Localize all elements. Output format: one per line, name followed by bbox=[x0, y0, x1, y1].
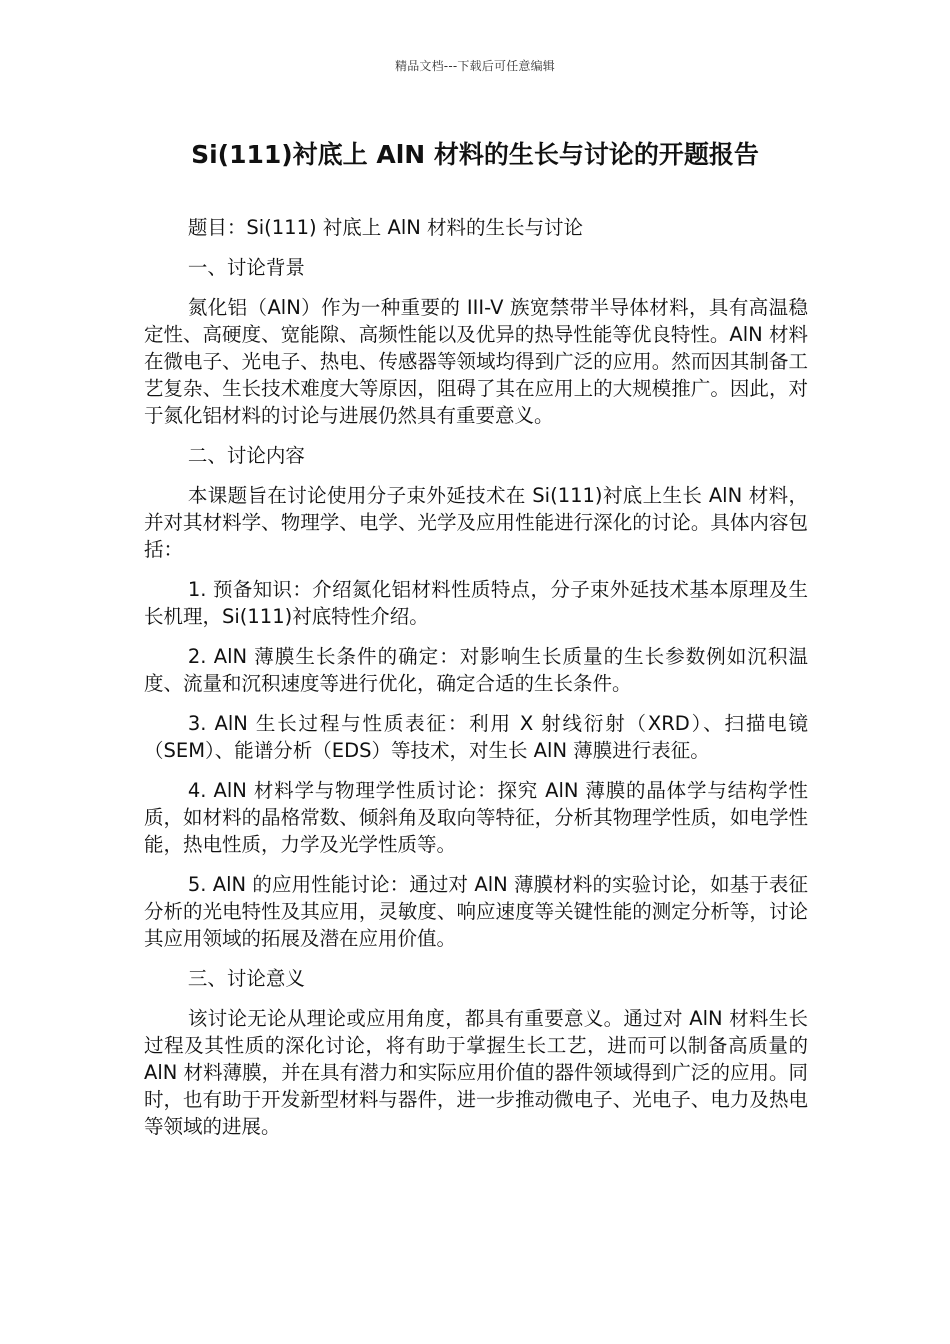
section-heading-background: 一、讨论背景 bbox=[187, 256, 305, 279]
list-item-2: 2. AlN 薄膜生长条件的确定：对影响生长质量的生长参数例如沉积温度、流量和沉积速度等进行优化，确定合适的生长条件。 bbox=[144, 645, 808, 695]
paragraph-significance: 该讨论无论从理论或应用角度，都具有重要意义。通过对 AlN 材料生长过程及其性质的深化讨论，将有助于掌握生长工艺，进而可以制备高质量的 AlN 材料薄膜，并在具有潜力和实际应用价值的器件领域得到广泛的应用。同时，也有助于开发新型材料与器件，进一步推动微电子、光电子、电力及热电等领域的进展。 bbox=[144, 1007, 808, 1138]
document-title: Si(111)衬底上 AlN 材料的生长与讨论的开题报告 bbox=[191, 140, 759, 169]
section-heading-content: 二、讨论内容 bbox=[187, 444, 305, 467]
section-heading-significance: 三、讨论意义 bbox=[187, 967, 305, 990]
list-item-3: 3. AlN 生长过程与性质表征：利用 X 射线衍射（XRD）、扫描电镜（SEM）、能谱分析（EDS）等技术，对生长 AlN 薄膜进行表征。 bbox=[144, 712, 808, 762]
paragraph-content-intro: 本课题旨在讨论使用分子束外延技术在 Si(111)衬底上生长 AlN 材料，并对其材料学、物理学、电学、光学及应用性能进行深化的讨论。具体内容包括： bbox=[144, 484, 808, 561]
list-item-5: 5. AlN 的应用性能讨论：通过对 AlN 薄膜材料的实验讨论，如基于表征分析的光电特性及其应用，灵敏度、响应速度等关键性能的测定分析等，讨论其应用领域的拓展及潜在应用价值。 bbox=[144, 873, 808, 950]
topic-line: 题目：Si(111) 衬底上 AlN 材料的生长与讨论 bbox=[187, 216, 584, 239]
header-watermark: 精品文档---下载后可任意编辑 bbox=[395, 59, 555, 73]
list-item-4: 4. AlN 材料学与物理学性质讨论：探究 AlN 薄膜的晶体学与结构学性质，如材料的晶格常数、倾斜角及取向等特征，分析其物理学性质，如电学性能，热电性质，力学及光学性质等。 bbox=[144, 779, 808, 856]
paragraph-background: 氮化铝（AlN）作为一种重要的 III-V 族宽禁带半导体材料，具有高温稳定性、高硬度、宽能隙、高频性能以及优异的热导性能等优良特性。AlN 材料在微电子、光电子、热电、传感器等领域均得到广泛的应用。然而因其制备工艺复杂、生长技术难度大等原因，阻碍了其在应用上的大规模推广。因此，对于氮化铝材料的讨论与进展仍然具有重要意义。 bbox=[144, 296, 808, 427]
list-item-1: 1. 预备知识：介绍氮化铝材料性质特点，分子束外延技术基本原理及生长机理，Si(111)衬底特性介绍。 bbox=[144, 578, 808, 628]
document-body bbox=[144, 214, 808, 1153]
